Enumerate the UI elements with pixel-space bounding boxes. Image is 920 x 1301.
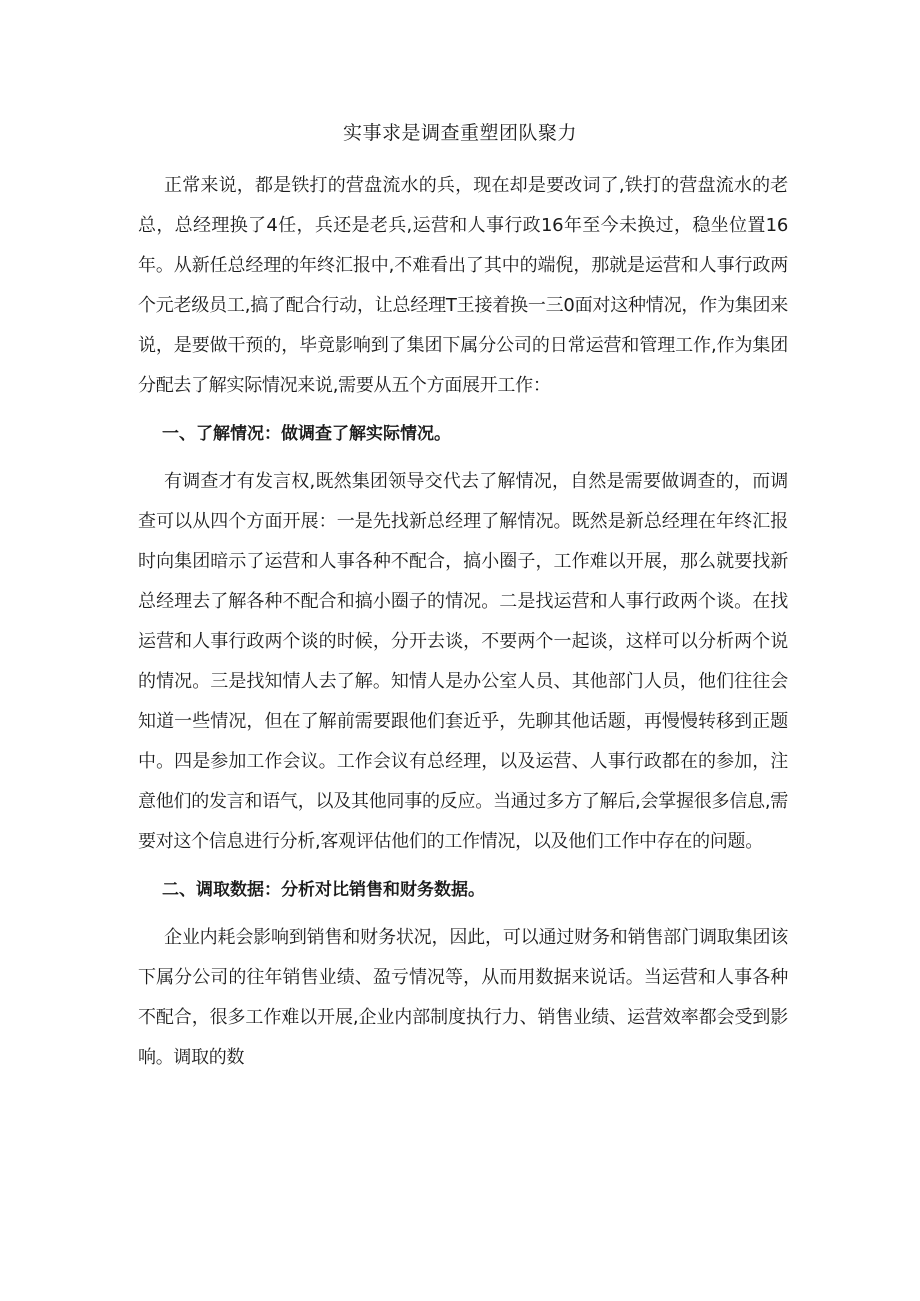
document-body: [138, 166, 788, 1078]
document-title: 实事求是调查重塑团队聚力: [342, 122, 577, 144]
section-2: [138, 870, 788, 1078]
intro-paragraph: 正常来说，都是铁打的营盘流水的兵，现在却是要改词了,铁打的营盘流水的老总，总经理换了4任，兵还是老兵,运营和人事行政16年至今未换过，稳坐位置16年。从新任总经理的年终汇报中,不难看出了其中的端倪，那就是运营和人事行政两个元老级员工,搞了配合行动，让总经理T王接着换一三0面对这种情况，作为集团来说，是要做干预的，毕竟影响到了集团下属分公司的日常运营和管理工作,作为集团分配去了解实际情况来说,需要从五个方面展开工作：: [138, 175, 788, 396]
section-heading: 二、调取数据：分析对比销售和财务数据。: [162, 880, 485, 900]
section-1: [138, 414, 788, 862]
section-paragraph: 有调查才有发言权,既然集团领导交代去了解情况，自然是需要做调查的，而调查可以从四个方面开展：一是先找新总经理了解情况。既然是新总经理在年终汇报时向集团暗示了运营和人事各种不配合，搞小圈子，工作难以开展，那么就要找新总经理去了解各种不配合和搞小圈子的情况。二是找运营和人事行政两个谈。在找运营和人事行政两个谈的时候，分开去谈，不要两个一起谈，这样可以分析两个说的情况。三是找知情人去了解。知情人是办公室人员、其他部门人员，他们往往会知道一些情况，但在了解前需要跟他们套近乎，先聊其他话题，再慢慢转移到正题中。四是参加工作会议。工作会议有总经理，以及运营、人事行政都在的参加，注意他们的发言和语气，以及其他同事的反应。当通过多方了解后,会掌握很多信息,需要对这个信息进行分析,客观评估他们的工作情况，以及他们工作中存在的问题。: [138, 471, 788, 852]
section-heading: 一、了解情况：做调查了解实际情况。: [162, 424, 451, 444]
section-paragraph: 企业内耗会影响到销售和财务状况，因此，可以通过财务和销售部门调取集团该下属分公司的往年销售业绩、盈亏情况等，从而用数据来说话。当运营和人事各种不配合，很多工作难以开展,企业内部制度执行力、销售业绩、运营效率都会受到影响。调取的数: [138, 927, 788, 1068]
